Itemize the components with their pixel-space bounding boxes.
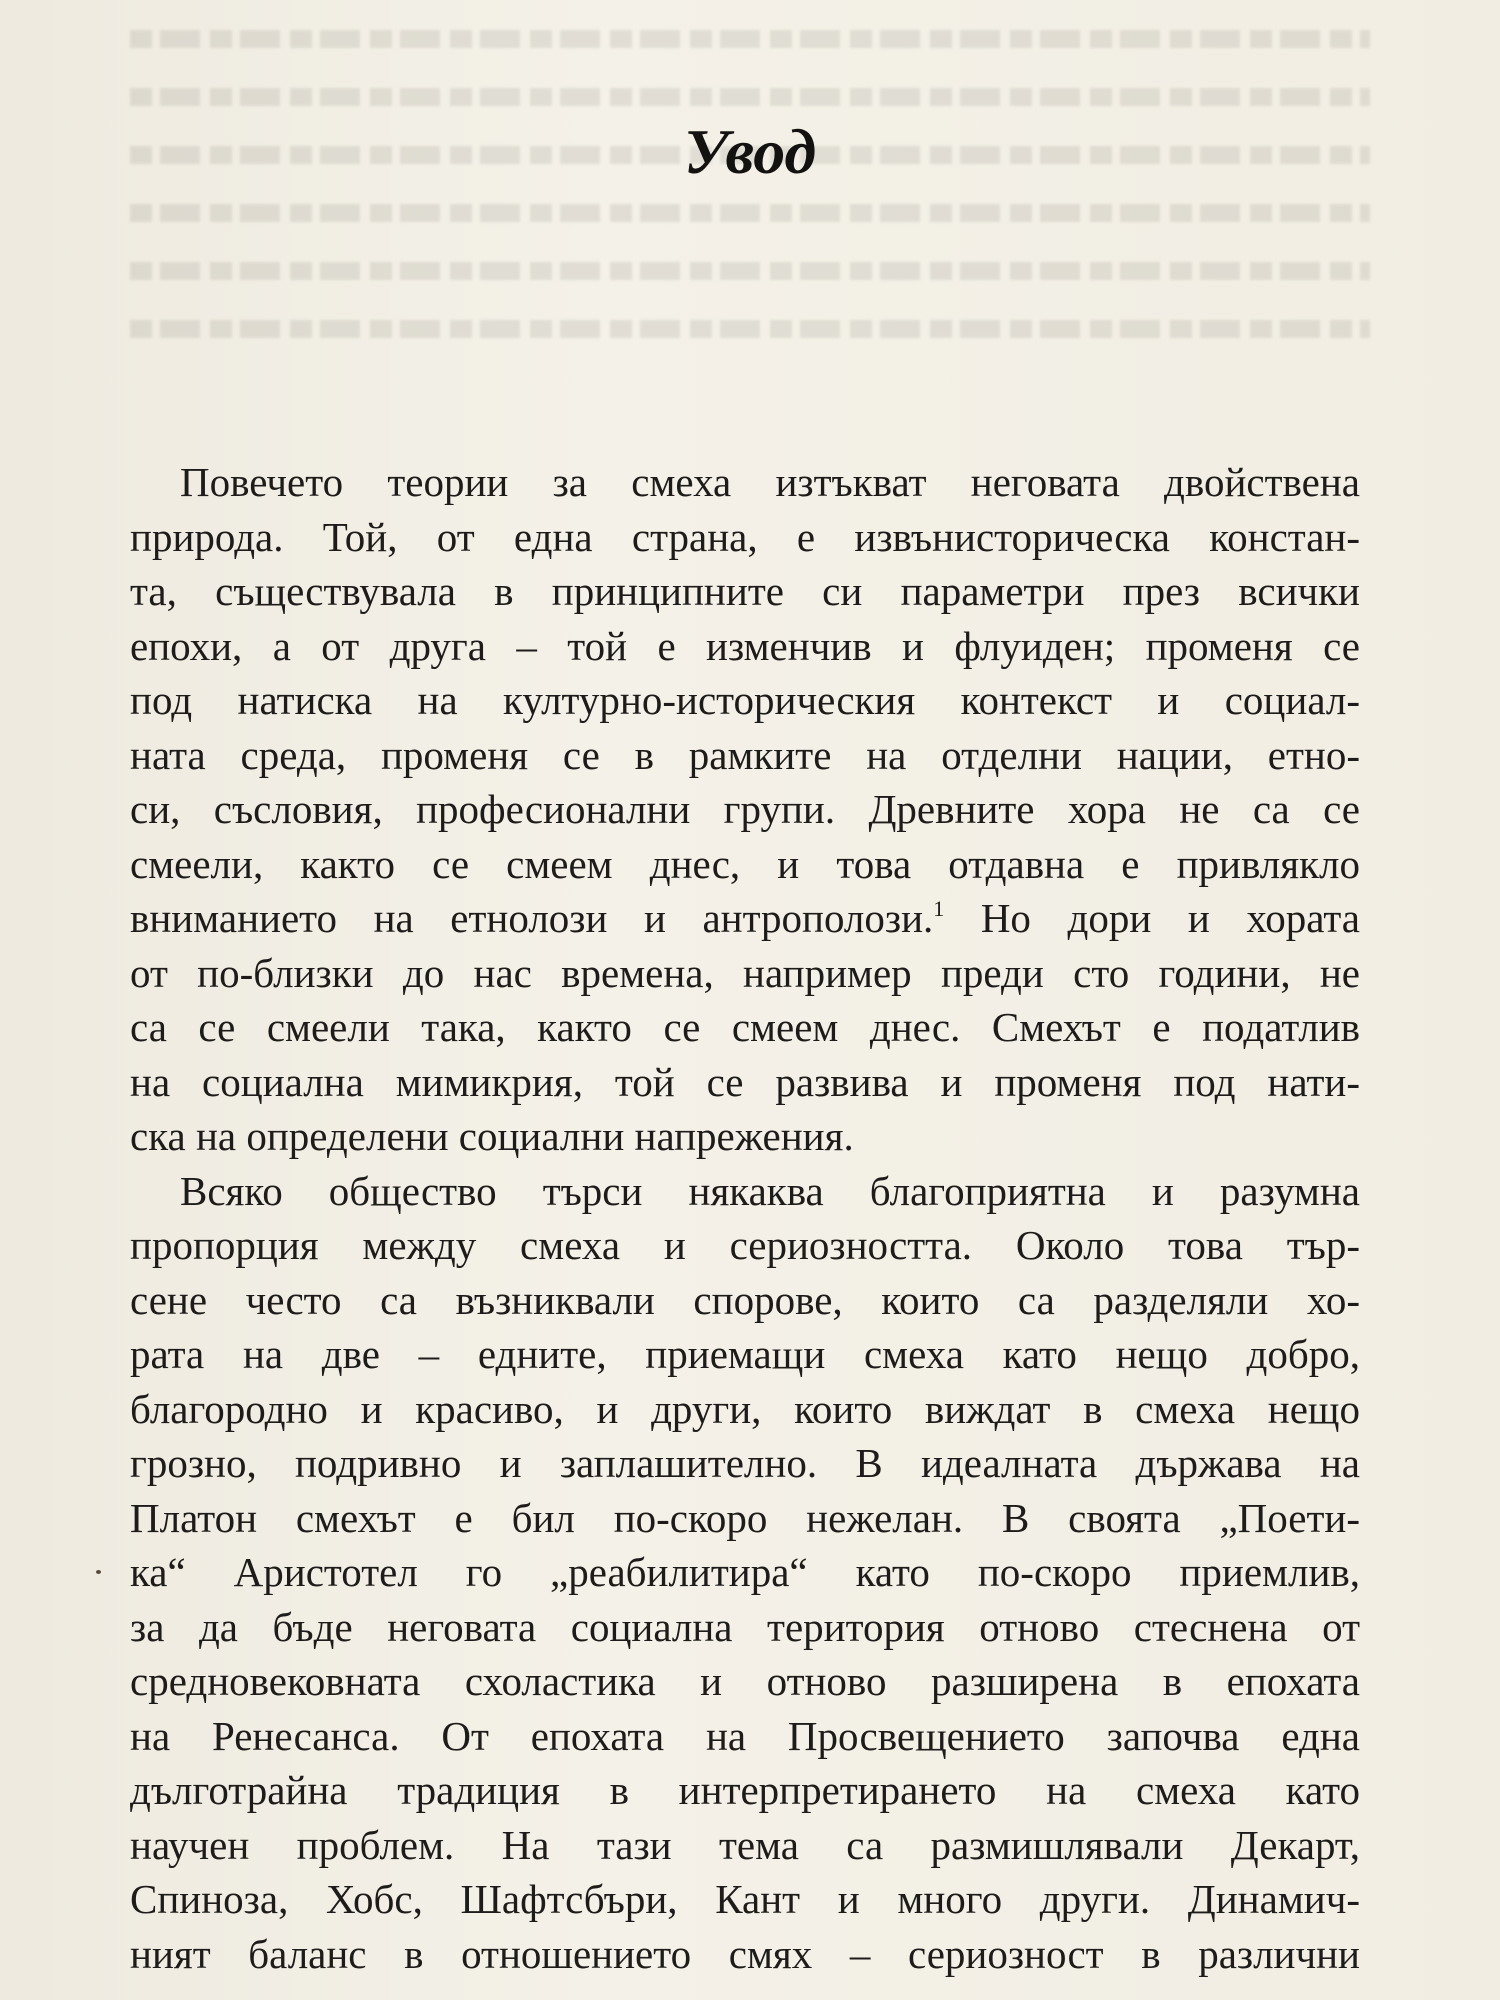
paragraph-2-line: на Ренесанса. От епохата на Просвещението започва една: [130, 1712, 1360, 1759]
margin-ink-dot: [96, 1570, 101, 1574]
paragraph-2-line: ка“ Аристотел го „реабилитира“ като по-скоро приемлив,: [130, 1549, 1360, 1595]
paragraph-1-line: природа. Той, от една страна, е извънисторическа констан-: [130, 513, 1360, 560]
line-text: вниманието на етнолози и антрополози.: [130, 895, 934, 941]
paragraph-2-line: Спиноза, Хобс, Шафтсбъри, Кант и много други. Динамич-: [130, 1876, 1360, 1922]
paragraph-1-line: смеели, както се смеем днес, и това отдавна е привлякло: [130, 840, 1360, 887]
paragraph-2-line: сене често са възниквали спорове, които са разделяли хо-: [130, 1276, 1360, 1323]
paragraph-1-line: са се смеели така, както се смеем днес. Смехът е податлив: [130, 1004, 1360, 1050]
paragraph-1-line: на социална мимикрия, той се развива и променя под нати-: [130, 1058, 1360, 1105]
paragraph-2-line: средновековната схоластика и отново разширена в епохата: [130, 1658, 1360, 1704]
body-text: [130, 455, 1360, 1981]
paragraph-2-line: дълготрайна традиция в интерпретирането на смеха като: [130, 1767, 1360, 1813]
paragraph-1-line: си, съсловия, професионални групи. Древните хора не са се: [130, 786, 1360, 832]
paragraph-1-line: от по-близки до нас времена, например преди сто години, не: [130, 949, 1360, 996]
paragraph-1-line: ска на определени социални напрежения.: [130, 1113, 854, 1159]
paragraph-1-line: Повечето теории за смеха изтъкват неговата двойствена: [180, 459, 1360, 505]
footnote-marker[interactable]: 1: [933, 896, 945, 921]
paragraph-2-line: за да бъде неговата социална територия отново стеснена от: [130, 1603, 1360, 1650]
paragraph-2-line: благородно и красиво, и други, които виждат в смеха нещо: [130, 1385, 1360, 1432]
paragraph-1-line: ната среда, променя се в рамките на отделни нации, етно-: [130, 731, 1360, 778]
paragraph-2-line: Платон смехът е бил по-скоро нежелан. В своята „Поети-: [130, 1494, 1360, 1541]
line-text: Но дори и хората: [944, 895, 1360, 941]
bleed-through-text: [130, 30, 1370, 450]
paragraph-1-line-with-footnote: [130, 891, 1360, 946]
paragraph-1-line: та, съществувала в принципните си параметри през всички: [130, 568, 1360, 614]
paragraph-2-line: рата на две – едните, приемащи смеха като нещо добро,: [130, 1331, 1360, 1377]
paragraph-2-line: ният баланс в отношението смях – сериозност в различни: [130, 1930, 1360, 1977]
paragraph-1-line: под натиска на културно-историческия контекст и социал-: [130, 677, 1360, 723]
paragraph-2-line: грозно, подривно и заплашително. В идеалната държава на: [130, 1440, 1360, 1486]
paragraph-2-line: пропорция между смеха и сериозността. Около това тър-: [130, 1222, 1360, 1268]
chapter-title: Увод: [683, 116, 817, 187]
paragraph-2-line: Всяко общество търси някаква благоприятна и разумна: [180, 1167, 1360, 1214]
paragraph-2-line: научен проблем. На тази тема са размишлявали Декарт,: [130, 1821, 1360, 1868]
paragraph-1-line: епохи, а от друга – той е изменчив и флуиден; променя се: [130, 622, 1360, 669]
